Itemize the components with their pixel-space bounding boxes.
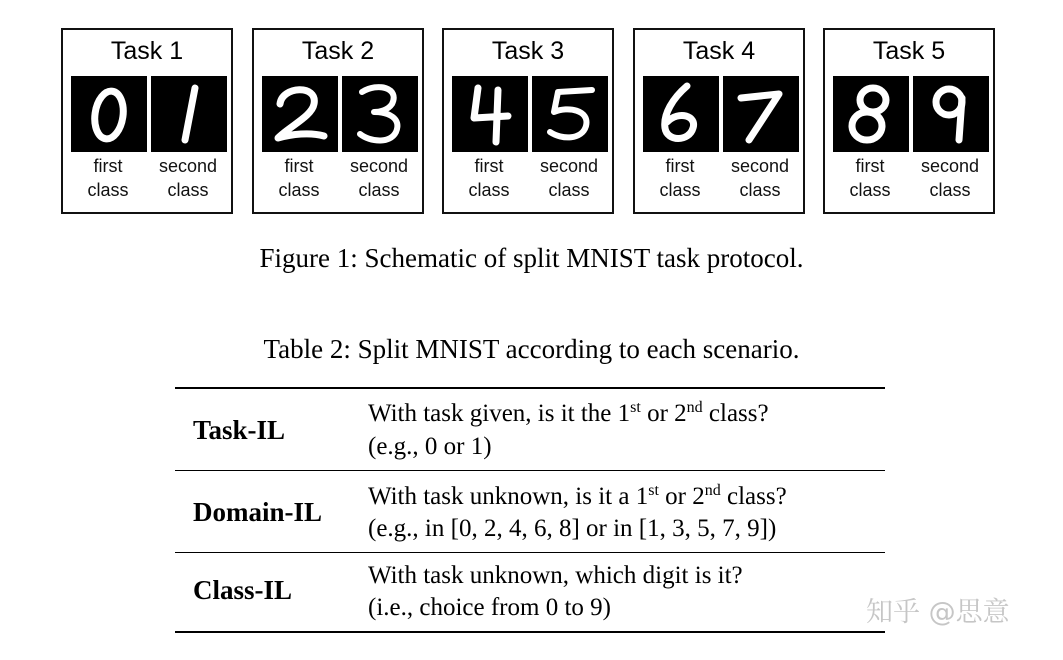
split-mnist-figure <box>61 28 1001 216</box>
task-title: Task 5 <box>872 37 946 65</box>
first-class-label: first class <box>849 156 891 200</box>
first-class-label: first class <box>468 156 510 200</box>
second-class-label: second class <box>349 156 409 200</box>
second-class-label: second class <box>158 156 218 200</box>
table-row <box>175 387 885 471</box>
table-caption: Table 2: Split MNIST according to each scenario. <box>263 334 800 364</box>
table-row <box>175 471 885 553</box>
digit-image-8 <box>833 76 909 152</box>
task-panel-5 <box>823 28 995 214</box>
second-class-label: second class <box>539 156 599 200</box>
task-title: Task 2 <box>301 37 375 65</box>
digit-image-4 <box>452 76 528 152</box>
watermark: 知乎 @思意 <box>866 597 1010 628</box>
task-panel-3 <box>442 28 614 214</box>
table-row <box>175 553 885 633</box>
task-panel-2 <box>252 28 424 214</box>
digit-image-3 <box>342 76 418 152</box>
first-class-label: first class <box>659 156 701 200</box>
second-class-label: second class <box>920 156 980 200</box>
task-title: Task 3 <box>491 37 565 65</box>
digit-image-6 <box>643 76 719 152</box>
digit-image-9 <box>913 76 989 152</box>
scenario-name: Task-IL <box>193 415 286 445</box>
scenario-question: With task unknown, is it a 1st or 2nd class? <box>368 482 787 510</box>
second-class-label: second class <box>730 156 790 200</box>
digit-image-5 <box>532 76 608 152</box>
task-title: Task 1 <box>110 37 184 65</box>
digit-image-0 <box>71 76 147 152</box>
scenario-example: (e.g., 0 or 1) <box>368 433 492 460</box>
scenario-question: With task unknown, which digit is it? <box>368 562 743 589</box>
scenario-example: (e.g., in [0, 2, 4, 6, 8] or in [1, 3, 5, 7, 9]) <box>368 515 777 542</box>
table-bottom-rule <box>175 631 885 633</box>
digit-image-7 <box>723 76 799 152</box>
task-panel-1 <box>61 28 233 214</box>
scenario-example: (i.e., choice from 0 to 9) <box>368 594 611 621</box>
digit-image-1 <box>151 76 227 152</box>
first-class-label: first class <box>87 156 129 200</box>
figure-caption: Figure 1: Schematic of split MNIST task protocol. <box>259 243 804 273</box>
digit-image-2 <box>262 76 338 152</box>
first-class-label: first class <box>278 156 320 200</box>
scenario-question: With task given, is it the 1st or 2nd class? <box>368 399 769 427</box>
task-panel-4 <box>633 28 805 214</box>
task-title: Task 4 <box>682 37 756 65</box>
scenario-name: Class-IL <box>193 575 293 605</box>
scenario-name: Domain-IL <box>193 497 323 527</box>
